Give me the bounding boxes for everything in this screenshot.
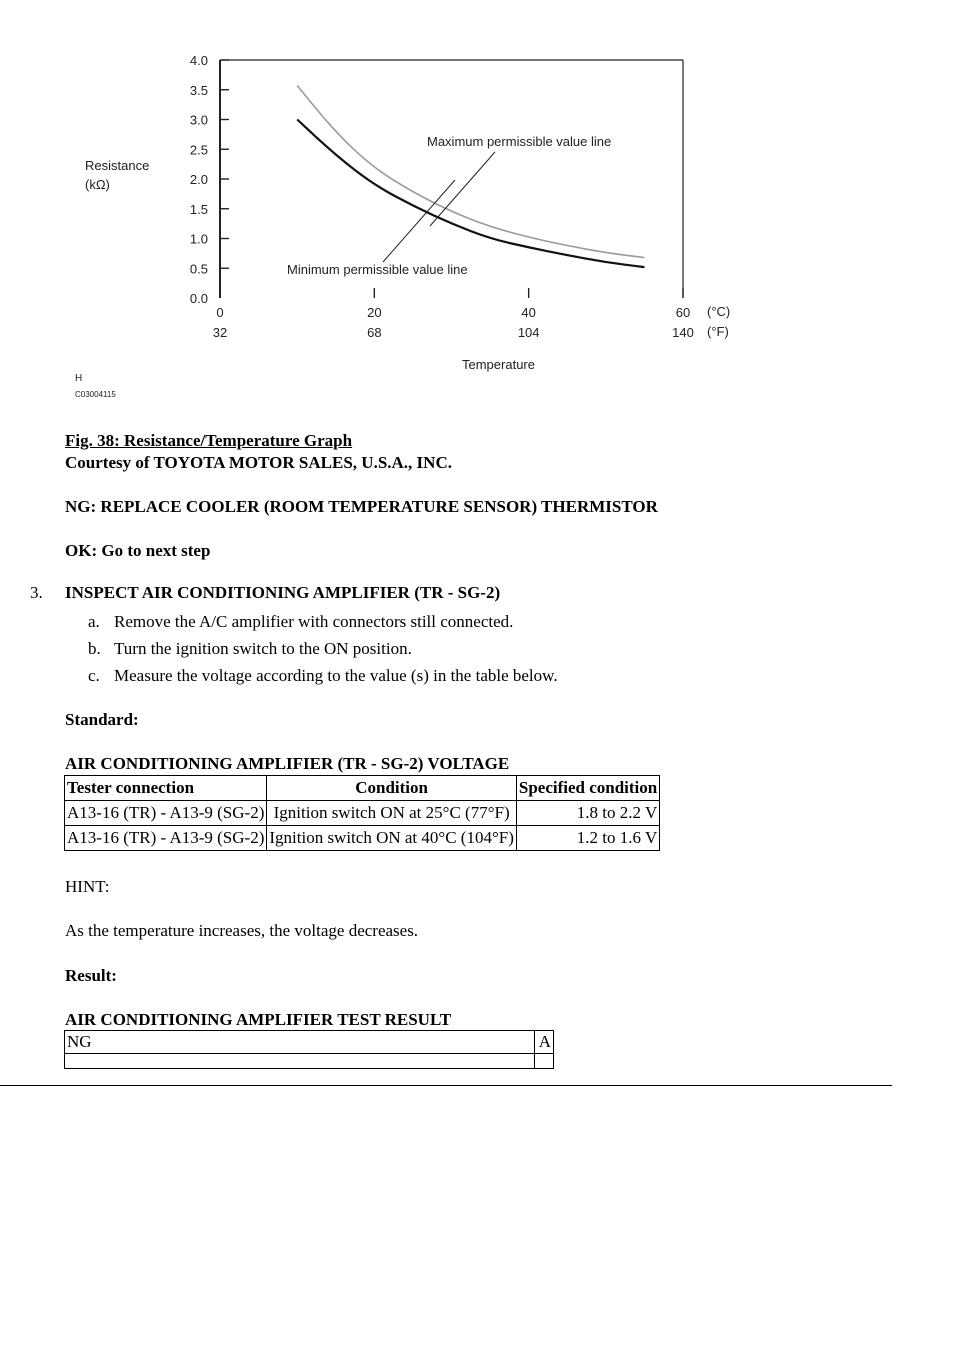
x-tick-label-fahrenheit: 32: [212, 325, 228, 340]
min-line-annotation: Minimum permissible value line: [287, 262, 468, 277]
substep-a: [88, 612, 513, 632]
cell-tester-connection: A13-16 (TR) - A13-9 (SG-2): [65, 826, 267, 851]
x-unit-fahrenheit: (°F): [707, 324, 729, 339]
figure-caption-courtesy: Courtesy of TOYOTA MOTOR SALES, U.S.A., INC.: [65, 453, 452, 472]
table-row: [65, 1031, 554, 1054]
y-tick-label: 3.0: [189, 112, 208, 128]
cell-empty: [65, 1054, 535, 1069]
voltage-spec-table: [64, 775, 660, 851]
x-tick-label-fahrenheit: 68: [367, 325, 382, 340]
table-header-row: [65, 776, 660, 801]
y-tick-label: 2.5: [189, 142, 208, 158]
substep-text: Turn the ignition switch to the ON position.: [114, 639, 412, 658]
page-bottom-rule: [0, 1085, 892, 1086]
x-tick-label-fahrenheit: 104: [517, 325, 540, 340]
y-tick-label: 4.0: [189, 53, 208, 68]
x-tick-label-celsius: 0: [216, 305, 224, 320]
step-heading: [30, 583, 500, 603]
series-layer: [297, 86, 644, 268]
y-tick-label: 2.0: [189, 172, 208, 187]
result-label: Result:: [65, 966, 117, 985]
cell-empty: [535, 1054, 554, 1069]
x-tick-label-celsius: 60: [675, 305, 691, 320]
resistance-temperature-chart: [75, 48, 775, 408]
x-tick-label-celsius: 20: [367, 305, 382, 320]
substep-letter: a.: [88, 612, 100, 631]
figure-code-number: C03004115: [75, 390, 116, 399]
table-row: [65, 826, 660, 851]
ok-instruction: OK: Go to next step: [65, 541, 211, 560]
max-line-annotation: Maximum permissible value line: [427, 134, 612, 149]
x-tick-label-fahrenheit: 140: [672, 325, 694, 340]
cell-specified-condition: 1.2 to 1.6 V: [516, 826, 659, 851]
x-tick-label-celsius: 40: [521, 305, 536, 320]
standard-label: Standard:: [65, 710, 139, 729]
y-axis-label-line2: (kΩ): [85, 177, 110, 192]
x-ticks: [213, 288, 694, 340]
ng-instruction: NG: REPLACE COOLER (ROOM TEMPERATURE SENSOR) THERMISTOR: [65, 497, 658, 516]
y-tick-label: 0.0: [189, 291, 208, 306]
y-ticks: [190, 53, 229, 306]
substep-letter: b.: [88, 639, 101, 658]
table-row: [65, 801, 660, 826]
result-table: [64, 1030, 554, 1069]
substep-text: Remove the A/C amplifier with connectors still connected.: [114, 612, 514, 631]
resistance-temperature-figure: [75, 48, 775, 408]
y-tick-label: 1.0: [189, 231, 208, 247]
substep-c: [88, 666, 558, 686]
voltage-table-title: AIR CONDITIONING AMPLIFIER (TR - SG-2) VOLTAGE: [65, 754, 510, 773]
cell-a: A: [535, 1031, 554, 1054]
header-tester-connection: Tester connection: [65, 776, 267, 801]
substep-letter: c.: [88, 666, 100, 685]
cell-specified-condition: 1.8 to 2.2 V: [516, 801, 659, 826]
result-table-title: AIR CONDITIONING AMPLIFIER TEST RESULT: [65, 1010, 452, 1029]
figure-code-letter: H: [75, 373, 83, 384]
y-tick-label: 3.5: [189, 82, 208, 98]
header-specified-condition: Specified condition: [516, 776, 659, 801]
substep-text: Measure the voltage according to the value (s) in the table below.: [114, 666, 558, 685]
x-axis-label: Temperature: [462, 357, 535, 372]
substep-b: [88, 639, 412, 659]
cell-condition: Ignition switch ON at 40°C (104°F): [267, 826, 517, 851]
step-number: 3.: [30, 583, 43, 602]
cell-condition: Ignition switch ON at 25°C (77°F): [267, 801, 517, 826]
header-condition: Condition: [267, 776, 517, 801]
cell-ng: NG: [65, 1031, 535, 1054]
x-unit-celsius: (°C): [707, 304, 731, 319]
figure-caption-title: Fig. 38: Resistance/Temperature Graph: [65, 431, 353, 450]
y-tick-label: 1.5: [189, 201, 208, 217]
max-line-leader: [430, 152, 495, 226]
y-axis-label-line1: Resistance: [85, 158, 150, 173]
step-title: INSPECT AIR CONDITIONING AMPLIFIER (TR - SG-2): [65, 583, 501, 602]
hint-text: As the temperature increases, the voltage decreases.: [65, 921, 419, 940]
y-tick-label: 0.5: [189, 261, 208, 277]
table-row: [65, 1054, 554, 1069]
hint-label: HINT:: [65, 877, 110, 896]
cell-tester-connection: A13-16 (TR) - A13-9 (SG-2): [65, 801, 267, 826]
